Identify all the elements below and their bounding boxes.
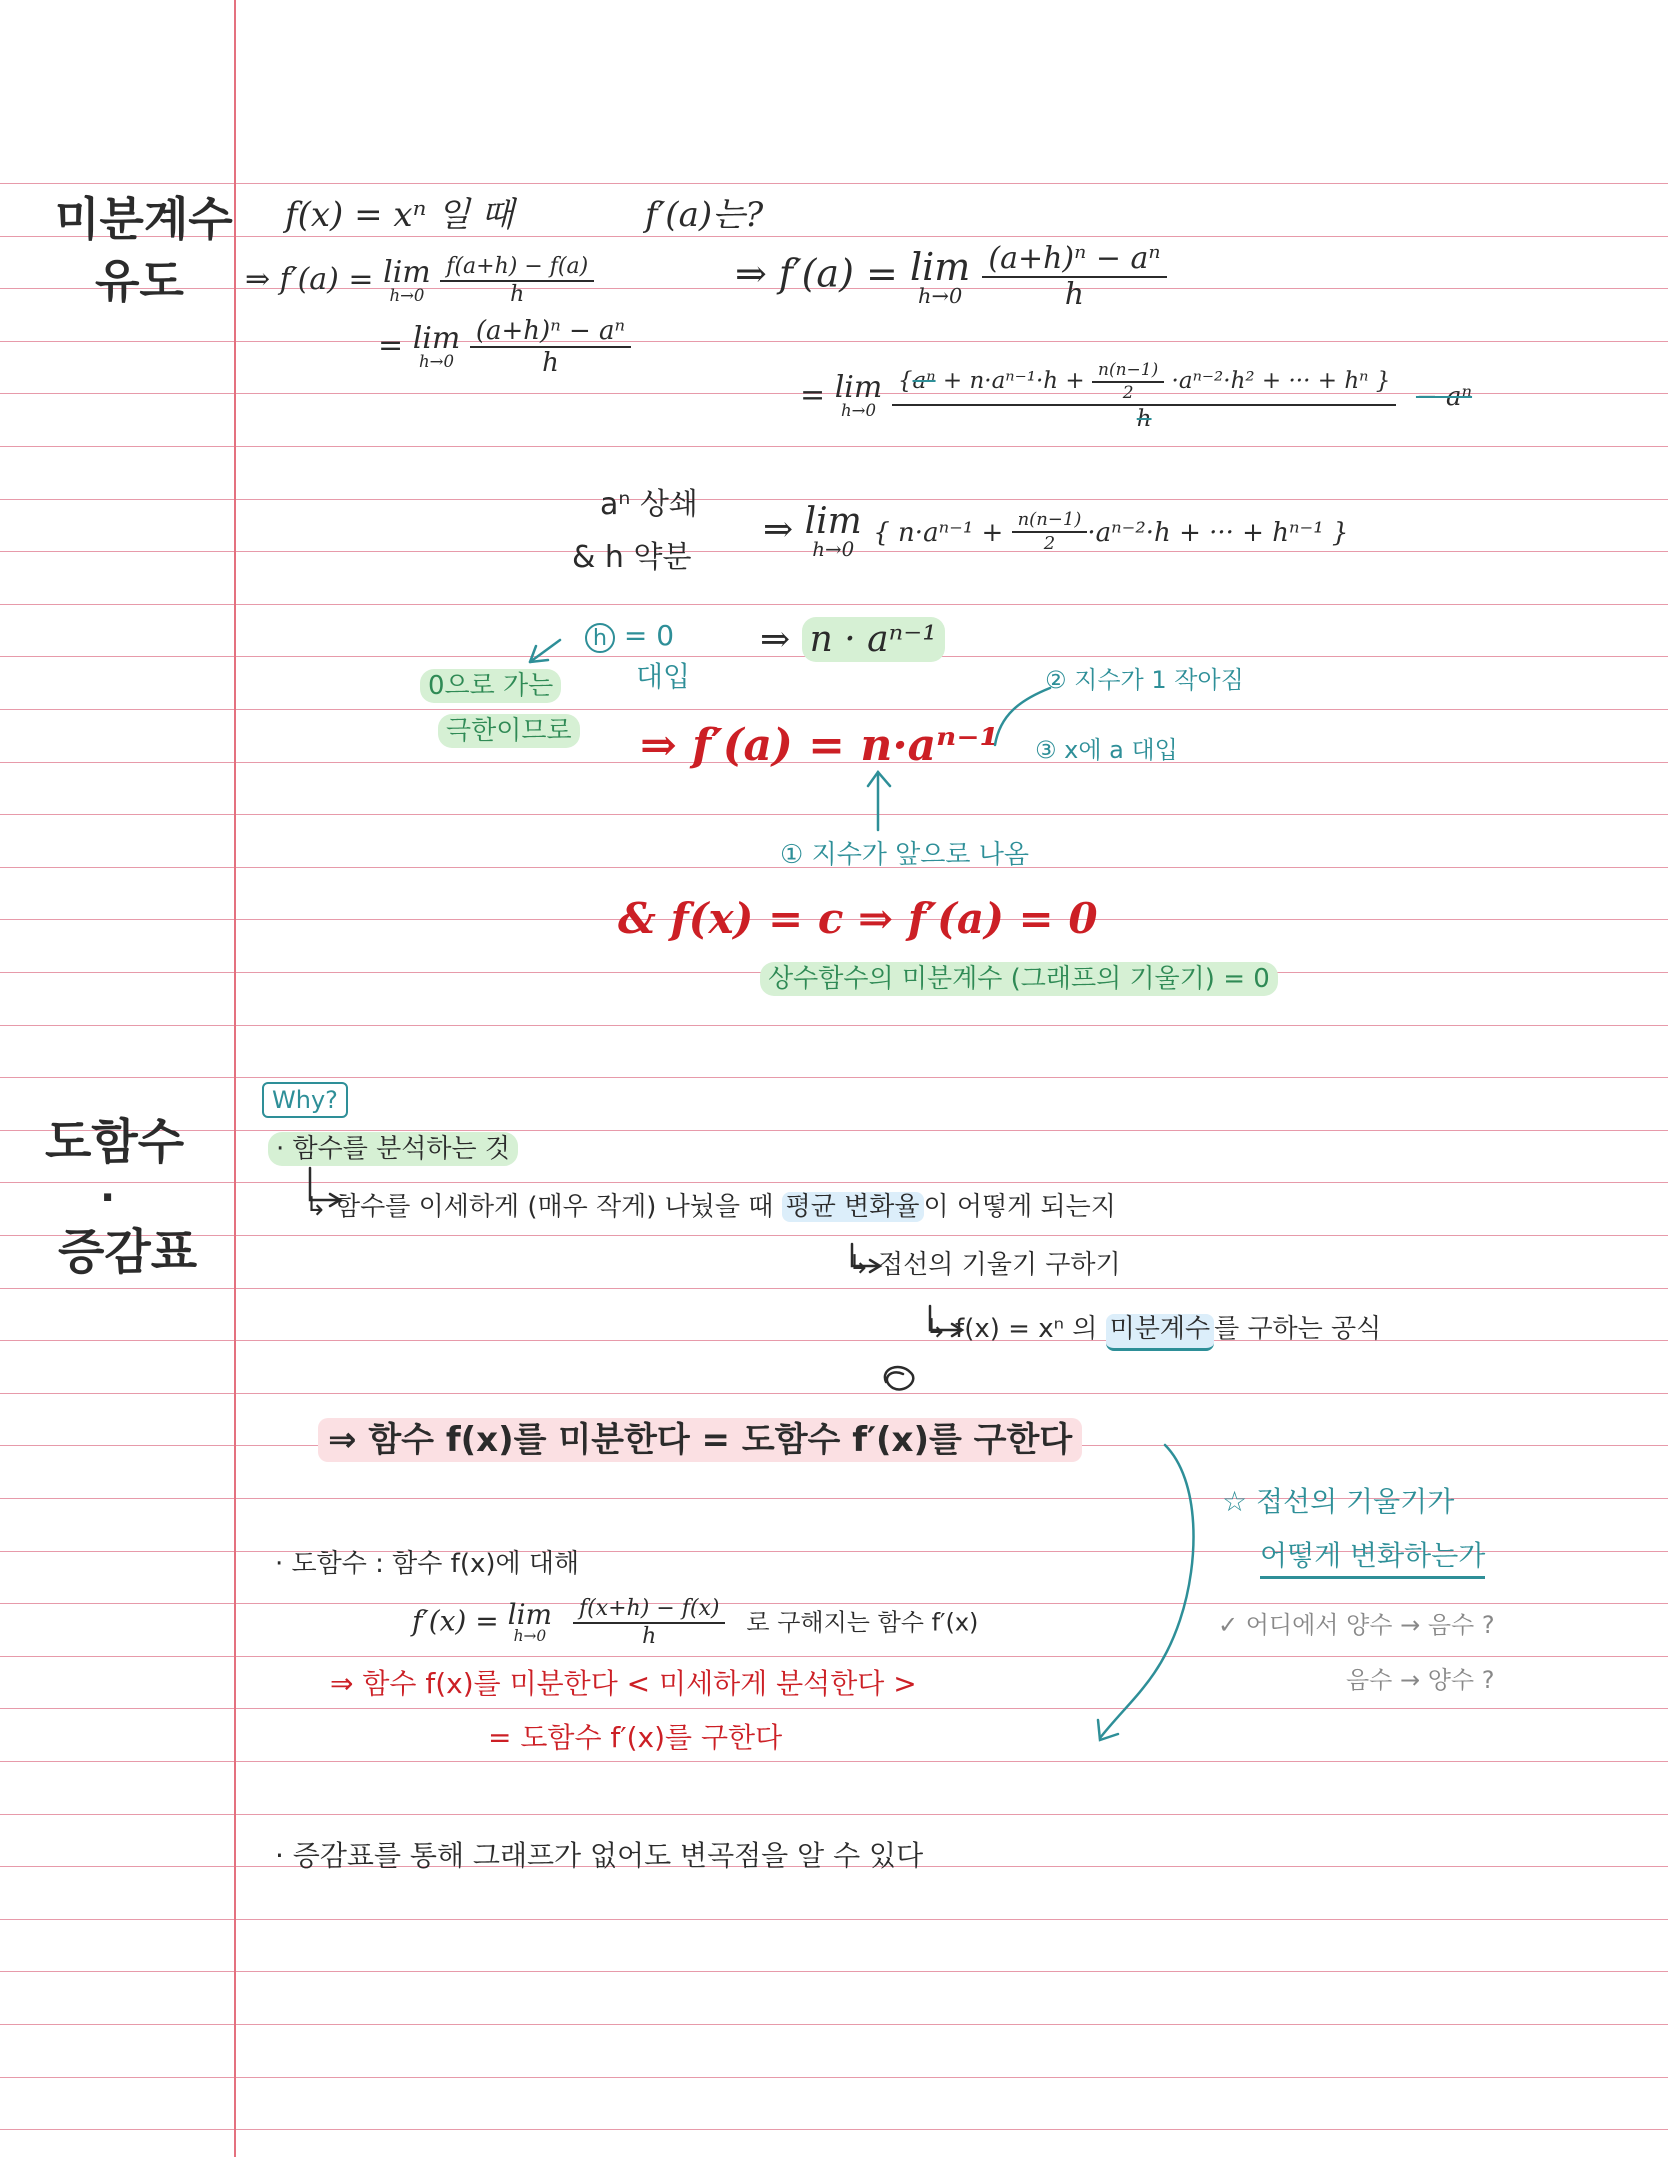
side-note-how-text: 어떻게 변화하는가 [1260,1539,1485,1579]
section2-title-line2: 증감표 [58,1224,198,1280]
lim-sub: h→0 [917,283,963,308]
derivative-coefficient-highlight: 미분계수 [1106,1314,1214,1351]
derivation-left-2-prefix: = [378,328,404,363]
note-substitute-a: ③ x에 a 대입 [1035,736,1178,764]
cancel-note-2: & h 약분 [572,540,692,575]
derivation-left-1-prefix: ⇒ f′(a) = [245,262,374,297]
coefficient-denominator: 2 [1122,383,1134,403]
lim-sub: h→0 [419,351,454,371]
derivation-right-1-prefix: ⇒ f′(a) = [735,251,898,296]
lim-text: lim [412,320,461,356]
definition-tail: 로 구해지는 함수 f′(x) [746,1608,979,1637]
simplified-expr-a: { n·aⁿ⁻¹ + [873,517,1012,548]
definition-denominator: h [642,1624,657,1649]
section1-title-line2: 유도 [95,254,184,308]
brace-open: { [897,368,913,394]
arrow: ⇒ [760,619,791,660]
expansion-tail: ·aⁿ⁻²·h² + ··· + hⁿ } [1171,368,1391,394]
expansion-middle: + n·aⁿ⁻¹·h + [942,368,1092,394]
bullet-divide-small-pre: ↳ 함수를 이세하게 (매우 작게) 나눴을 때 [305,1192,774,1222]
note-exponent-front: ① 지수가 앞으로 나옴 [780,840,1030,870]
lim-sub: h→0 [841,401,876,421]
lim-sub: h→0 [513,1627,547,1646]
lim-text: lim [834,370,883,406]
red-note-differentiate: ⇒ 함수 f(x)를 미분한다 < 미세하게 분석한다 > [330,1667,917,1700]
cancelled-minus-an: − aⁿ [1415,381,1473,412]
to-zero-note-2-text: 극한이므로 [438,714,580,748]
bullet-analyze-function-text: · 함수를 분석하는 것 [268,1132,518,1166]
fraction-numerator: (a+h)ⁿ − aⁿ [982,244,1166,278]
question-fpa: f′(a)는? [645,195,764,235]
section2-title-line1: 도함수 [45,1114,185,1170]
constant-rule: & f(x) = c ⇒ f′(a) = 0 [618,894,1098,943]
fraction-denominator: h [510,282,525,307]
bullet-tangent-slope: ↳ 접선의 기울기 구하기 [848,1250,1121,1280]
lim-text: lim [909,244,971,289]
fraction-denominator: h [542,348,559,378]
main-result-formula: ⇒ f′(a) = n·aⁿ⁻¹ [640,720,999,771]
arrow: ⇒ [763,508,794,550]
section1-title-line1: 미분계수 [55,192,233,246]
definition-label: · 도함수 : 함수 f(x)에 대해 [275,1549,580,1579]
question-fx: f(x) = xⁿ 일 때 [285,195,514,235]
definition-lhs: f′(x) = [412,1604,499,1638]
arrow-to-derivative [1100,1445,1194,1738]
side-question-1: ✓ 어디에서 양수 → 음수 ? [1218,1611,1495,1639]
bullet-formula-post: 를 구하는 공식 [1214,1314,1382,1344]
arrow-exponent-minus-one [995,688,1050,745]
fraction-numerator: f(a+h) − f(a) [440,256,594,282]
bullet-formula-pre: ↳ f(x) = xⁿ 의 [925,1314,1098,1344]
side-note-tangent: ☆ 접선의 기울기가 [1222,1485,1455,1518]
why-tag-text: Why? [262,1082,348,1118]
bullet-divide-small-post: 이 어떻게 되는지 [923,1192,1116,1222]
note-exponent-minus-one: ② 지수가 1 작아짐 [1045,666,1244,694]
cancelled-denominator: h [1136,406,1152,432]
fraction-numerator: (a+h)ⁿ − aⁿ [470,318,631,348]
doodle-swirl [885,1367,913,1389]
red-note-derivative: = 도함수 f′(x)를 구한다 [488,1721,783,1754]
lim-sub: h→0 [389,285,425,305]
substitute-word: 대입 [636,660,691,693]
last-bullet: · 증감표를 통해 그래프가 없어도 변곡점을 알 수 있다 [275,1839,924,1872]
lim-sub: h→0 [812,538,855,561]
lim-text: lim [383,254,431,290]
definition-numerator: f(x+h) − f(x) [573,1598,725,1624]
cancelled-an: aⁿ [912,368,936,394]
derivation-right-2-prefix: = [800,377,826,413]
fraction-denominator: h [1064,277,1085,312]
coefficient-numerator: n(n−1) [1012,511,1088,533]
circled-h: h [585,623,615,653]
cancel-note-1: aⁿ 상쇄 [600,487,698,522]
lim-text: lim [804,501,862,542]
simplified-expr-b: ·aⁿ⁻²·h + ··· + hⁿ⁻¹ } [1087,517,1349,548]
side-question-2: 음수 → 양수 ? [1346,1666,1495,1694]
constant-note-text: 상수함수의 미분계수 (그래프의 기울기) = 0 [760,962,1278,996]
average-rate-highlight: 평균 변화율 [782,1192,924,1222]
coefficient-numerator: n(n−1) [1092,362,1164,383]
lim-text: lim [507,1598,553,1632]
limit-result-value: n · aⁿ⁻¹ [802,617,945,662]
summary-line-text: ⇒ 함수 f(x)를 미분한다 = 도함수 f′(x)를 구한다 [318,1418,1082,1462]
section2-title-dot: · [100,1175,116,1221]
equals-zero: = 0 [623,619,675,652]
coefficient-denominator: 2 [1043,532,1056,554]
to-zero-note-1-text: 0으로 가는 [420,669,561,703]
